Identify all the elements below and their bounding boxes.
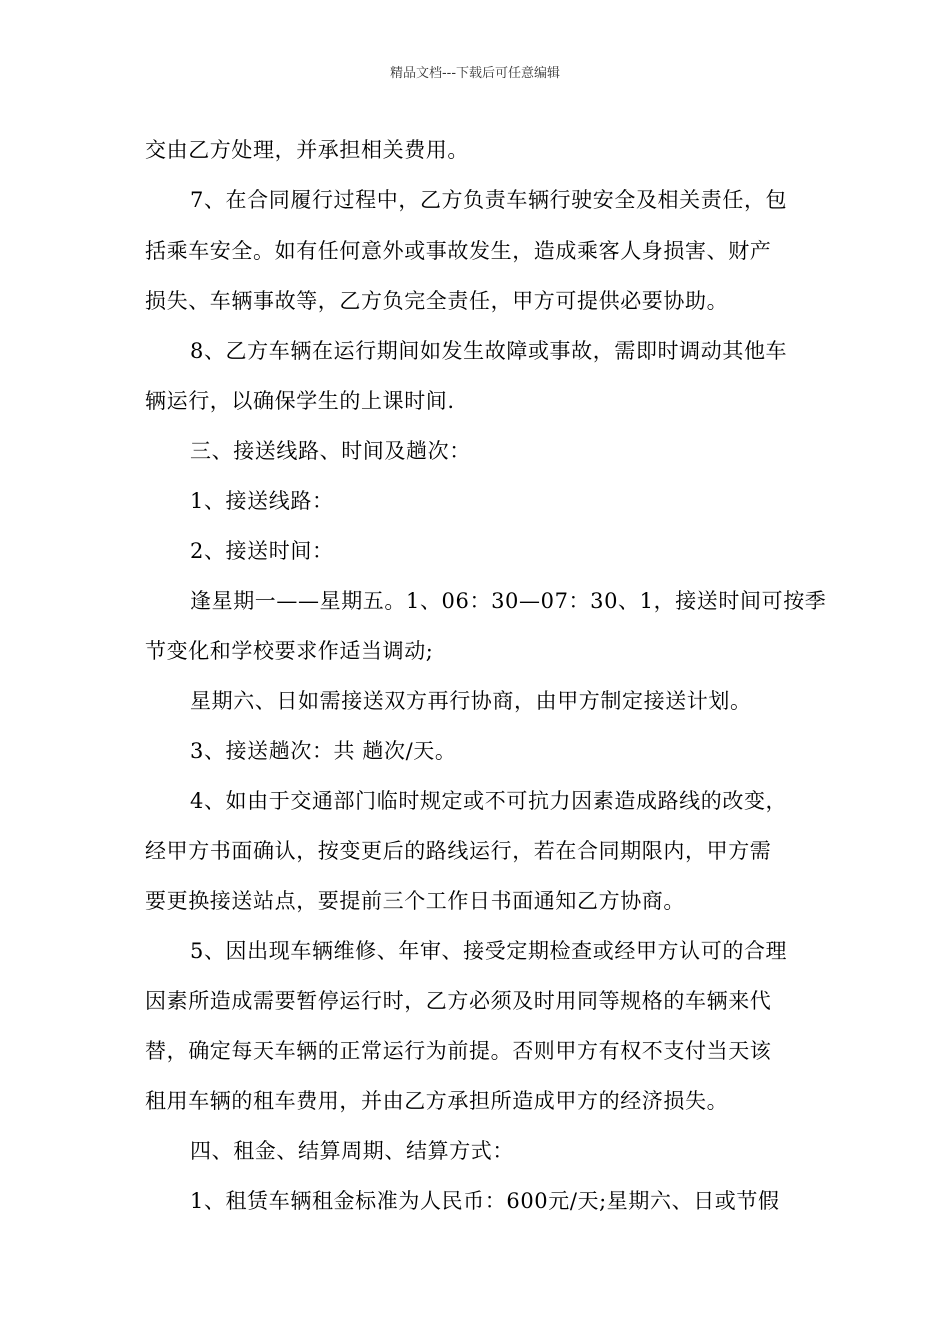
paragraph-line: 星期六、日如需接送双方再行协商，由甲方制定接送计划。 <box>190 689 752 713</box>
paragraph-line: 租用车辆的租车费用，并由乙方承担所造成甲方的经济损失。 <box>145 1089 729 1113</box>
paragraph-line: 2、接送时间： <box>190 539 334 563</box>
paragraph-line: 4、如由于交通部门临时规定或不可抗力因素造成路线的改变， <box>190 789 788 813</box>
section-heading: 三、接送线路、时间及趟次： <box>190 439 471 463</box>
paragraph-line: 因素所造成需要暂停运行时，乙方必须及时用同等规格的车辆来代 <box>145 989 772 1013</box>
paragraph-line: 8、乙方车辆在运行期间如发生故障或事故，需即时调动其他车 <box>190 339 788 363</box>
paragraph-line: 节变化和学校要求作适当调动; <box>145 639 434 663</box>
paragraph-line: 替，确定每天车辆的正常运行为前提。否则甲方有权不支付当天该 <box>145 1039 772 1063</box>
paragraph-line: 1、租赁车辆租金标准为人民币：600元/天;星期六、日或节假 <box>190 1189 780 1213</box>
paragraph-line: 1、接送线路： <box>190 489 334 513</box>
paragraph-line: 3、接送趟次：共 趟次/天。 <box>190 739 457 763</box>
paragraph-line: 交由乙方处理，并承担相关费用。 <box>145 138 469 162</box>
paragraph-line: 经甲方书面确认，按变更后的路线运行，若在合同期限内，甲方需 <box>145 839 772 863</box>
section-heading: 四、租金、结算周期、结算方式： <box>190 1139 514 1163</box>
paragraph-line: 5、因出现车辆维修、年审、接受定期检查或经甲方认可的合理 <box>190 939 788 963</box>
paragraph-line: 7、在合同履行过程中，乙方负责车辆行驶安全及相关责任，包 <box>190 188 788 212</box>
paragraph-line: 要更换接送站点，要提前三个工作日书面通知乙方协商。 <box>145 889 685 913</box>
paragraph-line: 逢星期一——星期五。1、06：30—07：30、1，接送时间可按季 <box>190 589 827 613</box>
paragraph-line: 括乘车安全。如有任何意外或事故发生，造成乘客人身损害、财产 <box>145 239 772 263</box>
paragraph-line: 辆运行，以确保学生的上课时间. <box>145 389 455 413</box>
page-header: 精品文档---下载后可任意编辑 <box>389 66 561 81</box>
paragraph-line: 损失、车辆事故等，乙方负完全责任，甲方可提供必要协助。 <box>145 289 729 313</box>
